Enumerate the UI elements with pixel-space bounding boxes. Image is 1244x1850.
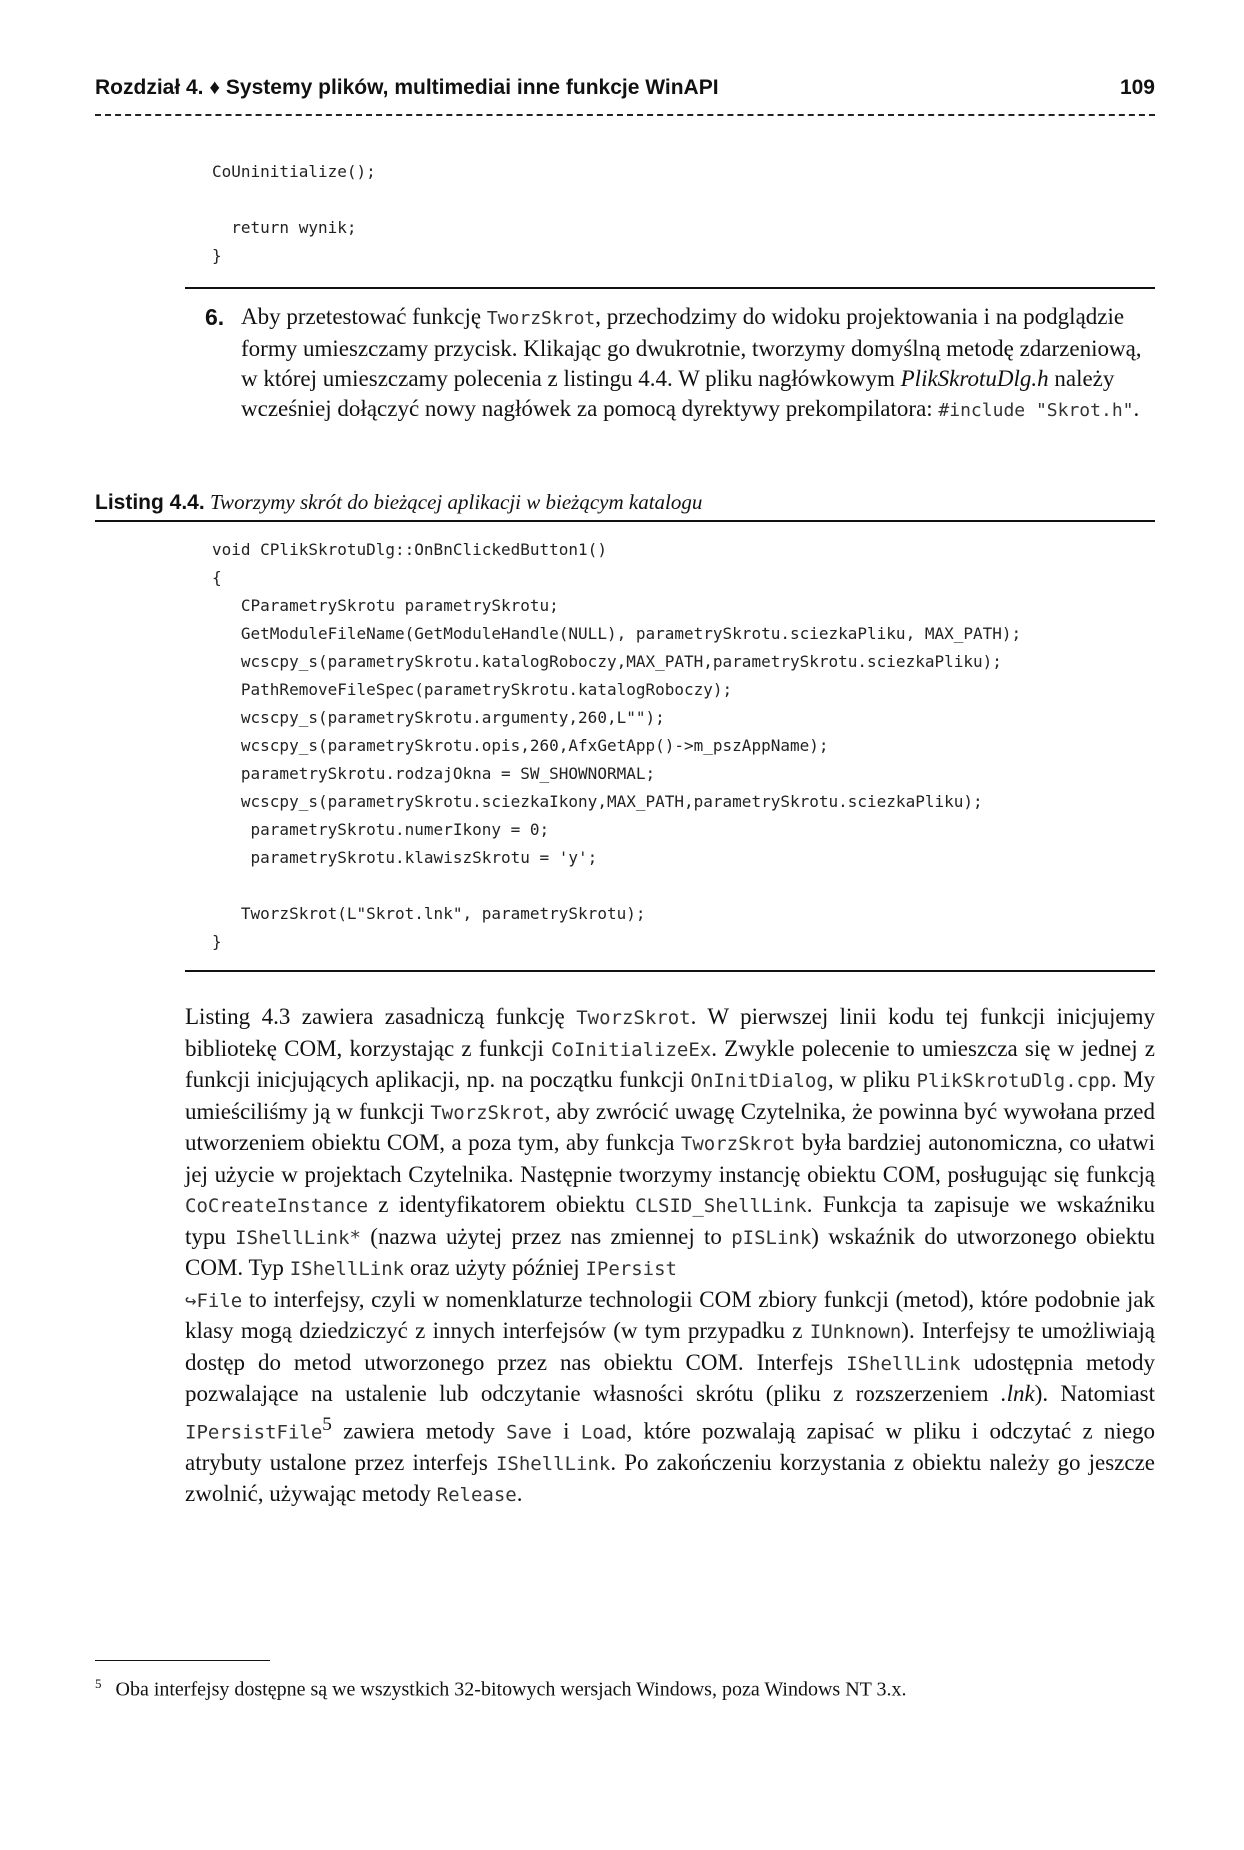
italic-extension: .lnk [1000,1381,1035,1406]
inline-code: Load [580,1421,627,1444]
text-run: należy wcześniej dołączyć nowy nagłówek za pomocą dyrektywy prekompilatora: [241,366,1115,421]
inline-code: OnInitDialog [690,1070,828,1092]
inline-code: CLSID_ShellLink [635,1195,807,1217]
text-run: Listing 4.3 zawiera zasadniczą funkcję [185,1004,577,1029]
inline-code: TworzSkrot [486,308,596,329]
caption-divider [95,520,1155,522]
inline-code: #include "Skrot.h" [938,400,1134,421]
text-run: ) wskaźnik do utworzonego obiektu COM. Typ [185,1223,1155,1280]
text-run: , przechodzimy do widoku projektowania i na podglądzie formy umieszczamy przycisk. Klikając go dwukrotnie, tworzymy domyślną metodę zdarzeniową, w której umieszczamy polecenia z listingu 4.4. W pliku nagłówkowym [241,304,1142,391]
inline-code: CoCreateInstance [185,1195,369,1217]
inline-code: Save [506,1421,552,1444]
step-text [241,302,1155,426]
inline-code: IPersistFile [185,1421,323,1444]
body-paragraph [185,1002,1155,1511]
italic-filename: PlikSkrotuDlg.h [900,366,1049,391]
text-run: . W pierwszej linii kodu tej funkcji inicjujemy bibliotekę COM, korzystając z funkcji [185,1004,1155,1061]
page-number: 109 [1119,76,1155,99]
header-divider [95,114,1155,116]
text-run: ). Interfejsy te umożliwiają dostęp do metod utworzonego przez nas obiektu COM. Interfejs [185,1318,1155,1375]
text-run: udostępnia metody pozwalające na ustalenie lub odczytanie własności skrótu (pliku z rozszerzeniem [185,1349,1155,1406]
footnote-divider [95,1660,270,1661]
text-run: , które pozwalają zapisać w pliku i odczytać z niego atrybuty ustalone przez interfejs [185,1418,1156,1475]
text-run: i [551,1418,581,1444]
text-run: . My umieściliśmy ją w funkcji [185,1067,1156,1124]
code-listing-4-4: void CPlikSkrotuDlg::OnBnClickedButton1() { CParametrySkrotu parametrySkrotu; GetModuleFileName(GetModuleHandle(NULL), parametrySkrotu.sciezkaPliku, MAX_PATH); wcscpy_s(parametrySkrotu.katalogRoboczy,MAX_PATH,parametrySkrotu.sciezkaPliku); PathRemoveFileSpec(parametrySkrotu.katalogRoboczy); wcscpy_s(parametrySkrotu.argumenty,260,L""); wcscpy_s(parametrySkrotu.opis,260,AfxGetApp()->m_pszAppName); parametrySkrotu.rodzajOkna = SW_SHOWNORMAL; wcscpy_s(parametrySkrotu.sciezkaIkony,MAX_PATH,parametrySkrotu.sciezkaPliku); parametrySkrotu.numerIkony = 0; parametrySkrotu.klawiszSkrotu = 'y'; TworzSkrot(L"Skrot.lnk", parametrySkrotu); } [212,540,1022,951]
inline-code: Release [436,1484,517,1507]
step-number: 6. [205,304,225,330]
inline-code: TworzSkrot [430,1101,545,1124]
inline-code: CoInitializeEx [551,1038,712,1061]
inline-code: IShellLink [846,1352,961,1375]
listing-end-rule [185,970,1155,972]
text-run: . [516,1481,523,1507]
inline-code: IPersist [585,1258,677,1280]
numbered-step [205,302,1155,426]
inline-code: IShellLink [289,1258,405,1280]
inline-code: TworzSkrot [576,1007,691,1029]
inline-code: File [196,1289,243,1312]
inline-code: TworzSkrot [680,1133,796,1155]
text-run: to interfejsy, czyli w nomenklaturze technologii COM zbiory funkcji (metod), które podobnie jak klasy mogą dziedziczyć z innych interfejsów (w tym przypadku z [185,1286,1155,1343]
listing-label: Listing 4.4. [95,491,205,514]
listing-end-rule [185,287,1155,289]
text-run: . [1133,396,1140,421]
footnote-number: 5 [95,1676,102,1691]
text-run: . Funkcja ta zapisuje we wskaźniku typu [185,1192,1155,1249]
text-run: oraz użyty później [404,1255,586,1280]
chapter-title: Rozdział 4. ♦ Systemy plików, multimediai inne funkcje WinAPI [95,76,719,99]
inline-code: IUnknown [809,1321,902,1343]
text-run: , w pliku [827,1067,917,1092]
text-run: zawiera metody [331,1418,507,1444]
inline-code: IShellLink* [235,1226,362,1249]
text-run: była bardziej autonomiczna, co ułatwi jej użycie w projektach Czytelnika. Następnie tworzymy instancję obiektu COM, posługując się funkcją [185,1130,1155,1187]
inline-code: PlikSkrotuDlg.cpp [916,1070,1111,1092]
text-run: Aby przetestować funkcję [241,304,487,329]
text-run: , aby zwrócić uwagę Czytelnika, że powinna być wywołana przed utworzeniem obiektu COM, a poza tym, aby funkcja [185,1098,1156,1155]
text-run: ). Natomiast [1034,1381,1155,1406]
footnote-reference[interactable]: 5 [322,1413,332,1435]
inline-code: IShellLink [495,1452,611,1475]
footnote [95,1676,1155,1702]
inline-code: pISLink [731,1226,812,1249]
text-run: . Po zakończeniu korzystania z obiektu należy go jeszcze zwolnić, używając metody [185,1449,1155,1507]
text-run: z identyfikatorem obiektu [368,1192,636,1217]
text-run: (nazwa użytej przez nas zmiennej to [361,1223,732,1249]
code-block-end-of-listing: CoUninitialize(); return wynik; } [212,162,376,265]
text-run: . Zwykle polecenie to umieszcza się w jednej z funkcji inicjujących aplikacji, np. na początku funkcji [185,1035,1155,1092]
listing-caption [95,490,1155,515]
line-continuation-arrow-icon: ↪ [185,1289,197,1312]
listing-caption-text: Tworzymy skrót do bieżącej aplikacji w bieżącym katalogu [209,490,703,514]
footnote-text: Oba interfejsy dostępne są we wszystkich 32-bitowych wersjach Windows, poza Windows NT 3.x. [115,1678,907,1701]
running-header [95,76,1155,116]
